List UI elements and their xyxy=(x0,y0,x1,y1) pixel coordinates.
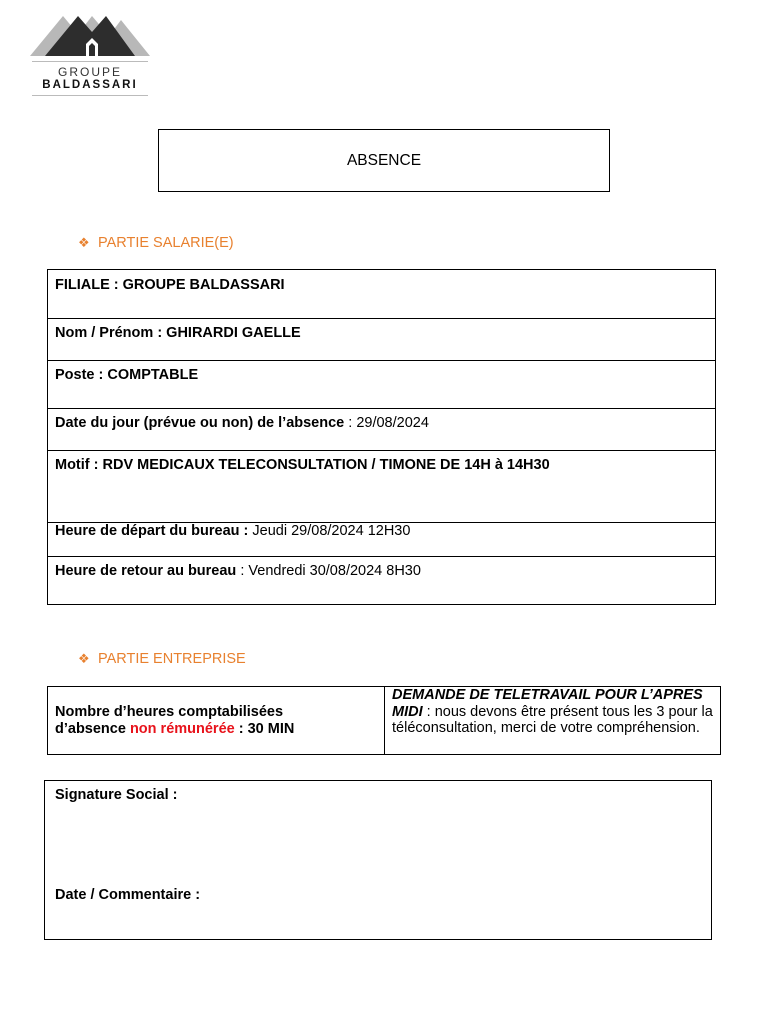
heures-non-remuneree: non rémunérée xyxy=(129,720,235,737)
logo-text-groupe: GROUPE xyxy=(57,65,122,79)
section-salarie-label: PARTIE SALARIE(E) xyxy=(98,235,234,251)
page-title: ABSENCE xyxy=(346,151,422,169)
heures-line2-start: d’absence xyxy=(55,720,130,737)
section-heading-entreprise xyxy=(78,651,246,667)
table-row xyxy=(48,523,716,557)
table-row xyxy=(48,687,721,755)
date-comment-label: Date / Commentaire : xyxy=(55,887,201,903)
heures-line1: Nombre d’heures comptabilisées xyxy=(55,703,284,720)
signature-label: Signature Social : xyxy=(55,787,178,803)
logo-mountains-icon xyxy=(30,8,150,60)
employee-table xyxy=(47,269,716,605)
teletravail-emphasis: DEMANDE DE TELETRAVAIL POUR L’APRES MIDI xyxy=(392,687,703,720)
table-row xyxy=(48,361,716,409)
table-row xyxy=(48,270,716,319)
title-box xyxy=(158,129,610,192)
signature-box xyxy=(44,780,712,940)
poste-field: Poste : COMPTABLE xyxy=(55,367,199,383)
retour-value: : Vendredi 30/08/2024 8H30 xyxy=(236,563,421,579)
section-entreprise-label: PARTIE ENTREPRISE xyxy=(98,651,246,667)
company-logo xyxy=(30,8,150,98)
heures-cell xyxy=(48,687,385,755)
depart-value: Jeudi 29/08/2024 12H30 xyxy=(248,523,411,539)
motif-field: Motif : RDV MEDICAUX TELECONSULTATION / TIMONE DE 14H à 14H30 xyxy=(55,457,550,473)
table-row xyxy=(48,557,716,605)
table-row xyxy=(48,409,716,451)
entreprise-table xyxy=(47,686,721,755)
date-value: : 29/08/2024 xyxy=(344,415,429,431)
teletravail-text: : nous devons être présent tous les 3 pour la téléconsultation, merci de votre compréhension. xyxy=(392,703,713,736)
nom-field: Nom / Prénom : GHIRARDI GAELLE xyxy=(55,325,301,341)
teletravail-cell xyxy=(385,687,721,755)
date-label: Date du jour (prévue ou non) de l’absence xyxy=(55,415,345,431)
table-row xyxy=(48,319,716,361)
heures-value: : 30 MIN xyxy=(234,720,295,737)
diamond-bullet-icon: ❖ xyxy=(78,235,90,250)
diamond-bullet-icon: ❖ xyxy=(78,651,90,666)
retour-label: Heure de retour au bureau xyxy=(55,563,237,579)
logo-text-baldassari: BALDASSARI xyxy=(42,79,138,91)
depart-label: Heure de départ du bureau : xyxy=(55,523,249,539)
table-row xyxy=(48,451,716,523)
section-heading-salarie xyxy=(78,235,234,251)
filiale-field: FILIALE : GROUPE BALDASSARI xyxy=(55,277,285,293)
